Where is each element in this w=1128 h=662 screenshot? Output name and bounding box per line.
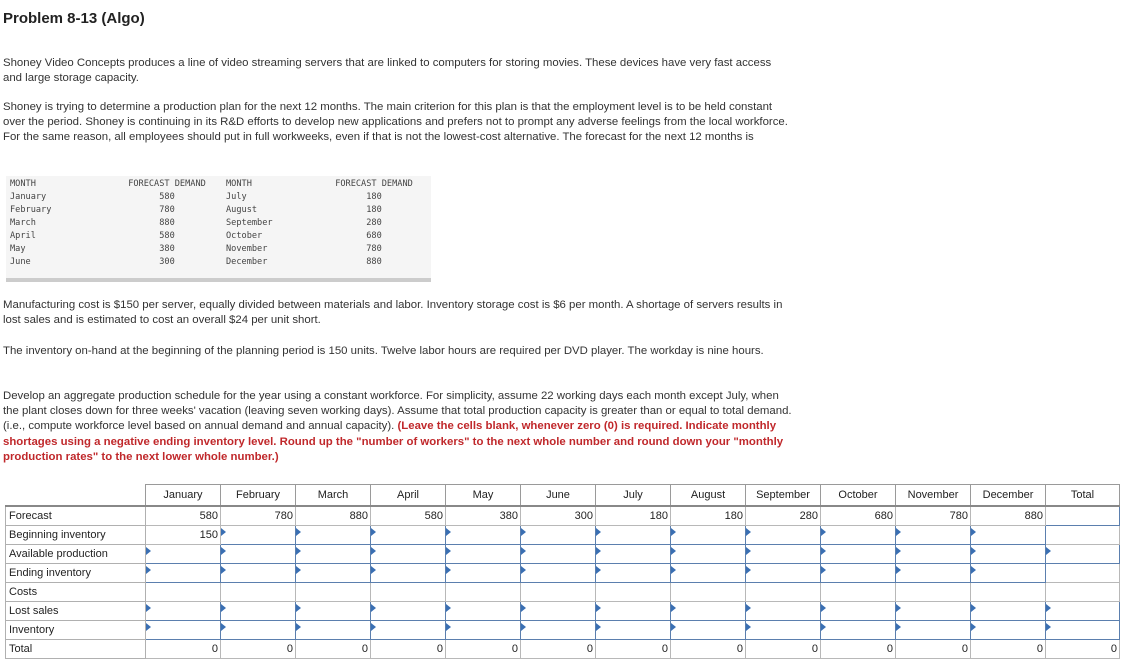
ending-input-cell[interactable] xyxy=(671,564,746,583)
lost-input-cell[interactable] xyxy=(971,602,1046,621)
ending-input-cell[interactable] xyxy=(521,564,596,583)
demand-cell: 580 xyxy=(159,192,175,202)
costs-value-cell xyxy=(521,583,596,602)
inventory-input-cell[interactable] xyxy=(521,621,596,640)
ending-input-cell[interactable] xyxy=(896,564,971,583)
row-inventory xyxy=(6,621,1120,640)
month-cell: March xyxy=(10,218,36,228)
available-input-cell[interactable] xyxy=(671,545,746,564)
month-cell: November xyxy=(226,244,268,254)
lost-input-cell[interactable] xyxy=(146,602,221,621)
production-schedule-grid xyxy=(5,484,1120,659)
row-label-available: Available production xyxy=(6,545,146,564)
demand-cell: 880 xyxy=(366,257,382,267)
demand-cell: 300 xyxy=(159,257,175,267)
ending-input-cell[interactable] xyxy=(446,564,521,583)
costs-value-cell xyxy=(1046,583,1120,602)
month-header: March xyxy=(296,485,371,507)
demand-cell: 580 xyxy=(159,231,175,241)
costs-value-cell xyxy=(221,583,296,602)
forecast-row xyxy=(10,217,424,230)
lost-input-cell[interactable] xyxy=(896,602,971,621)
costs-value-cell xyxy=(371,583,446,602)
row-total xyxy=(6,640,1120,659)
ending-input-cell[interactable] xyxy=(371,564,446,583)
forecast-input-cell[interactable] xyxy=(1046,506,1120,526)
beginning-input-cell[interactable] xyxy=(671,526,746,545)
month-header: July xyxy=(596,485,671,507)
cost-paragraph: Manufacturing cost is $150 per server, equally divided between materials and labor. Inventory storage cost is $6 per month. A shortage of servers results in lost sales and is estimated to cost an overall $24 per unit short. xyxy=(3,299,783,327)
month-header: October xyxy=(821,485,896,507)
total-value-cell: 0 xyxy=(371,640,446,659)
instructions-paragraph xyxy=(3,389,793,465)
month-header: September xyxy=(746,485,821,507)
forecast-header-row xyxy=(10,178,424,191)
lost-input-cell[interactable] xyxy=(746,602,821,621)
month-cell: August xyxy=(226,205,258,215)
lost-input-cell[interactable] xyxy=(521,602,596,621)
forecast-value-cell: 780 xyxy=(896,506,971,526)
lost-input-cell[interactable] xyxy=(371,602,446,621)
lost-input-cell[interactable] xyxy=(821,602,896,621)
forecast-row xyxy=(10,230,424,243)
beginning-input-cell[interactable] xyxy=(296,526,371,545)
beginning-input-cell[interactable] xyxy=(971,526,1046,545)
forecast-value-cell: 780 xyxy=(221,506,296,526)
forecast-value-cell: 180 xyxy=(596,506,671,526)
lost-input-cell[interactable] xyxy=(596,602,671,621)
total-header: Total xyxy=(1046,485,1120,507)
total-value-cell: 0 xyxy=(971,640,1046,659)
row-label-beginning: Beginning inventory xyxy=(6,526,146,545)
inventory-input-cell[interactable] xyxy=(971,621,1046,640)
forecast-header-cell: FORECAST DEMAND xyxy=(128,179,206,189)
total-value-cell: 0 xyxy=(446,640,521,659)
costs-value-cell xyxy=(896,583,971,602)
forecast-row xyxy=(10,191,424,204)
row-label-lost: Lost sales xyxy=(6,602,146,621)
inventory-input-cell[interactable] xyxy=(596,621,671,640)
month-cell: May xyxy=(10,244,26,254)
beginning-input-cell[interactable] xyxy=(896,526,971,545)
costs-value-cell xyxy=(446,583,521,602)
beginning-input-cell[interactable] xyxy=(446,526,521,545)
forecast-value-cell: 280 xyxy=(746,506,821,526)
forecast-value-cell: 680 xyxy=(821,506,896,526)
ending-input-cell[interactable] xyxy=(296,564,371,583)
lost-input-cell[interactable] xyxy=(1046,602,1120,621)
lost-input-cell[interactable] xyxy=(671,602,746,621)
month-header: April xyxy=(371,485,446,507)
plan-paragraph: Shoney is trying to determine a production plan for the next 12 months. The main criterion for this plan is that the employment level is to be held constant over the period. Shoney is continuing in its R&D efforts to develop new applications and prefers not to prompt any adverse feelings from the local workforce. For the same reason, all employees should put in full workweeks, even if that is not the lowest-cost alternative. The forecast for the next 12 months is xyxy=(3,101,788,144)
beginning-value-cell: 150 xyxy=(146,526,221,545)
total-value-cell: 0 xyxy=(1046,640,1120,659)
costs-value-cell xyxy=(596,583,671,602)
available-input-cell[interactable] xyxy=(596,545,671,564)
costs-value-cell xyxy=(821,583,896,602)
forecast-header-cell: MONTH xyxy=(226,179,252,189)
month-cell: July xyxy=(226,192,247,202)
ending-value-cell xyxy=(1046,564,1120,583)
month-cell: September xyxy=(226,218,273,228)
forecast-data-box xyxy=(6,176,431,282)
month-cell: January xyxy=(10,192,47,202)
row-label-forecast: Forecast xyxy=(6,506,146,526)
instructions-text: Develop an aggregate production schedule for the year using a constant workforce. For simplicity, assume 22 working days each month except July, when the plant closes down for three weeks' vacation (leaving seven working days). Assume that total production capacity is greater than or equal to total demand. (i.e., compute workforce level based on annual demand and annual capacity). xyxy=(3,390,792,433)
available-input-cell[interactable] xyxy=(971,545,1046,564)
inventory-input-cell[interactable] xyxy=(746,621,821,640)
inventory-input-cell[interactable] xyxy=(146,621,221,640)
month-header: January xyxy=(146,485,221,507)
month-header: December xyxy=(971,485,1046,507)
row-available xyxy=(6,545,1120,564)
beginning-input-cell[interactable] xyxy=(221,526,296,545)
month-header: June xyxy=(521,485,596,507)
beginning-input-cell[interactable] xyxy=(371,526,446,545)
available-input-cell[interactable] xyxy=(746,545,821,564)
ending-input-cell[interactable] xyxy=(971,564,1046,583)
forecast-value-cell: 580 xyxy=(146,506,221,526)
ending-input-cell[interactable] xyxy=(746,564,821,583)
month-header: February xyxy=(221,485,296,507)
available-input-cell[interactable] xyxy=(821,545,896,564)
month-header: May xyxy=(446,485,521,507)
demand-cell: 380 xyxy=(159,244,175,254)
total-value-cell: 0 xyxy=(296,640,371,659)
row-costs xyxy=(6,583,1120,602)
available-input-cell[interactable] xyxy=(221,545,296,564)
available-input-cell[interactable] xyxy=(296,545,371,564)
forecast-header-cell: MONTH xyxy=(10,179,36,189)
forecast-value-cell: 180 xyxy=(671,506,746,526)
costs-value-cell xyxy=(671,583,746,602)
lost-input-cell[interactable] xyxy=(296,602,371,621)
row-beginning xyxy=(6,526,1120,545)
row-label-costs: Costs xyxy=(6,583,146,602)
costs-value-cell xyxy=(971,583,1046,602)
forecast-value-cell: 300 xyxy=(521,506,596,526)
demand-cell: 780 xyxy=(366,244,382,254)
lost-input-cell[interactable] xyxy=(221,602,296,621)
available-input-cell[interactable] xyxy=(896,545,971,564)
month-header: August xyxy=(671,485,746,507)
demand-cell: 280 xyxy=(366,218,382,228)
month-cell: February xyxy=(10,205,52,215)
row-forecast xyxy=(6,506,1120,526)
total-value-cell: 0 xyxy=(746,640,821,659)
total-value-cell: 0 xyxy=(896,640,971,659)
forecast-table xyxy=(10,178,424,269)
page-title: Problem 8-13 (Algo) xyxy=(3,10,145,27)
costs-value-cell xyxy=(146,583,221,602)
month-cell: April xyxy=(10,231,36,241)
total-value-cell: 0 xyxy=(521,640,596,659)
inventory-input-cell[interactable] xyxy=(671,621,746,640)
available-input-cell[interactable] xyxy=(521,545,596,564)
forecast-value-cell: 880 xyxy=(971,506,1046,526)
forecast-header-cell: FORECAST DEMAND xyxy=(335,179,413,189)
total-value-cell: 0 xyxy=(146,640,221,659)
costs-value-cell xyxy=(746,583,821,602)
inventory-paragraph: The inventory on-hand at the beginning of the planning period is 150 units. Twelve labor hours are required per DVD player. The workday is nine hours. xyxy=(3,345,764,357)
forecast-value-cell: 580 xyxy=(371,506,446,526)
inventory-input-cell[interactable] xyxy=(371,621,446,640)
demand-cell: 780 xyxy=(159,205,175,215)
intro-paragraph: Shoney Video Concepts produces a line of video streaming servers that are linked to computers for storing movies. These devices have very fast access and large storage capacity. xyxy=(3,57,772,85)
inventory-input-cell[interactable] xyxy=(446,621,521,640)
available-input-cell[interactable] xyxy=(1046,545,1120,564)
demand-cell: 180 xyxy=(366,192,382,202)
beginning-input-cell[interactable] xyxy=(821,526,896,545)
available-input-cell[interactable] xyxy=(446,545,521,564)
inventory-input-cell[interactable] xyxy=(896,621,971,640)
ending-input-cell[interactable] xyxy=(221,564,296,583)
row-ending xyxy=(6,564,1120,583)
ending-input-cell[interactable] xyxy=(821,564,896,583)
total-value-cell: 0 xyxy=(821,640,896,659)
forecast-row xyxy=(10,204,424,217)
inventory-input-cell[interactable] xyxy=(821,621,896,640)
row-label-total: Total xyxy=(6,640,146,659)
ending-input-cell[interactable] xyxy=(146,564,221,583)
month-cell: October xyxy=(226,231,263,241)
inventory-input-cell[interactable] xyxy=(1046,621,1120,640)
grid-corner xyxy=(6,485,146,507)
costs-value-cell xyxy=(296,583,371,602)
ending-input-cell[interactable] xyxy=(596,564,671,583)
inventory-input-cell[interactable] xyxy=(221,621,296,640)
row-label-ending: Ending inventory xyxy=(6,564,146,583)
forecast-value-cell: 880 xyxy=(296,506,371,526)
month-cell: December xyxy=(226,257,268,267)
available-input-cell[interactable] xyxy=(371,545,446,564)
beginning-input-cell[interactable] xyxy=(596,526,671,545)
month-cell: June xyxy=(10,257,31,267)
forecast-value-cell: 380 xyxy=(446,506,521,526)
available-input-cell[interactable] xyxy=(146,545,221,564)
beginning-value-cell xyxy=(1046,526,1120,545)
row-lost xyxy=(6,602,1120,621)
lost-input-cell[interactable] xyxy=(446,602,521,621)
total-value-cell: 0 xyxy=(596,640,671,659)
demand-cell: 880 xyxy=(159,218,175,228)
beginning-input-cell[interactable] xyxy=(746,526,821,545)
forecast-row xyxy=(10,256,424,269)
beginning-input-cell[interactable] xyxy=(521,526,596,545)
total-value-cell: 0 xyxy=(221,640,296,659)
instructions-note: (Leave the cells blank, whenever zero (0) is required. Indicate monthly shortages using a negative ending inventory level. Round up the "number of workers" to the next whole number and round down your "monthly production rates" to the next lower whole number.) xyxy=(3,420,784,463)
inventory-input-cell[interactable] xyxy=(296,621,371,640)
demand-cell: 180 xyxy=(366,205,382,215)
forecast-row xyxy=(10,243,424,256)
month-header: November xyxy=(896,485,971,507)
row-label-inventory: Inventory xyxy=(6,621,146,640)
demand-cell: 680 xyxy=(366,231,382,241)
total-value-cell: 0 xyxy=(671,640,746,659)
